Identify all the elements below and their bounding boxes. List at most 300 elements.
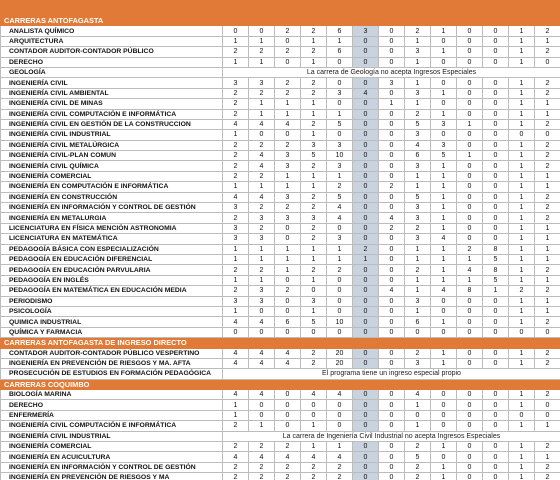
quota-cell: 2 — [275, 26, 301, 36]
row-note: La carrera de Geología no acepta Ingresos Especiales — [223, 67, 560, 77]
program-name: LICENCIATURA EN FÍSICA MENCIÓN ASTRONOMIA — [1, 223, 223, 233]
quota-cell: 0 — [379, 317, 405, 327]
quota-cell: 4 — [275, 358, 301, 368]
table-row — [1, 78, 560, 88]
quota-cell: 1 — [249, 421, 275, 431]
quota-cell: 0 — [431, 410, 457, 420]
quota-cell: 3 — [223, 203, 249, 213]
quota-cell: 5 — [301, 317, 327, 327]
program-name: ARQUITECTURA — [1, 36, 223, 46]
table-row — [1, 161, 560, 171]
quota-cell: 0 — [353, 78, 379, 88]
table-row — [1, 109, 560, 119]
quota-cell: 0 — [327, 296, 353, 306]
quota-cell: 3 — [327, 234, 353, 244]
quota-cell: 6 — [327, 26, 353, 36]
quota-cell: 0 — [379, 26, 405, 36]
quota-cell: 0 — [457, 390, 483, 400]
quota-cell: 2 — [301, 119, 327, 129]
quota-cell: 1 — [509, 203, 535, 213]
table-row — [1, 213, 560, 223]
quota-cell: 1 — [301, 421, 327, 431]
quota-cell: 4 — [249, 317, 275, 327]
quota-cell: 1 — [535, 275, 560, 285]
quota-cell: 0 — [275, 410, 301, 420]
table-row — [1, 358, 560, 368]
quota-cell: 3 — [249, 234, 275, 244]
quota-cell: 1 — [249, 182, 275, 192]
quota-cell: 1 — [301, 109, 327, 119]
quota-cell: 0 — [327, 223, 353, 233]
quota-cell: 0 — [379, 358, 405, 368]
section-title: CARRERAS COQUIMBO — [1, 379, 560, 389]
quota-cell: 2 — [535, 192, 560, 202]
quota-cell: 1 — [275, 99, 301, 109]
quota-cell: 8 — [483, 244, 509, 254]
quota-cell: 2 — [223, 473, 249, 480]
quota-cell: 1 — [509, 36, 535, 46]
quota-cell: 1 — [509, 400, 535, 410]
quota-cell: 1 — [301, 57, 327, 67]
quota-cell: 0 — [457, 140, 483, 150]
quota-cell: 1 — [509, 88, 535, 98]
quota-cell: 1 — [431, 171, 457, 181]
quota-cell: 0 — [327, 306, 353, 316]
quota-cell: 1 — [249, 254, 275, 264]
quota-cell: 0 — [483, 36, 509, 46]
quota-cell: 0 — [353, 213, 379, 223]
header-cell — [379, 1, 405, 16]
quota-cell: 0 — [457, 473, 483, 480]
quota-cell: 0 — [483, 119, 509, 129]
program-name: GEOLOGÍA — [1, 67, 223, 77]
quota-cell: 2 — [327, 473, 353, 480]
quota-cell: 0 — [535, 327, 560, 337]
program-name: CONTADOR AUDITOR-CONTADOR PÚBLICO VESPERTINO — [1, 348, 223, 358]
quota-cell: 0 — [483, 213, 509, 223]
quota-cell: 1 — [275, 109, 301, 119]
quota-cell: 0 — [249, 400, 275, 410]
quota-cell: 2 — [535, 265, 560, 275]
quota-cell: 2 — [405, 462, 431, 472]
quota-cell: 2 — [223, 213, 249, 223]
quota-cell: 2 — [275, 473, 301, 480]
quota-cell: 0 — [483, 182, 509, 192]
quota-cell: 3 — [327, 140, 353, 150]
quota-cell: 2 — [301, 348, 327, 358]
quota-cell: 1 — [223, 275, 249, 285]
quota-cell: 0 — [353, 171, 379, 181]
quota-cell: 1 — [431, 182, 457, 192]
quota-cell: 2 — [301, 161, 327, 171]
quota-cell: 0 — [535, 410, 560, 420]
quota-cell: 4 — [327, 213, 353, 223]
quota-cell: 0 — [483, 410, 509, 420]
quota-cell: 2 — [535, 462, 560, 472]
quota-cell: 4 — [249, 151, 275, 161]
quota-cell: 0 — [483, 306, 509, 316]
table-row — [1, 192, 560, 202]
quota-cell: 2 — [249, 203, 275, 213]
quota-cell: 0 — [483, 296, 509, 306]
quota-cell: 0 — [379, 400, 405, 410]
quota-cell: 2 — [535, 47, 560, 57]
quota-cell: 3 — [327, 161, 353, 171]
quota-cell: 0 — [483, 47, 509, 57]
quota-cell: 0 — [457, 358, 483, 368]
quota-cell: 1 — [509, 99, 535, 109]
quota-cell: 0 — [483, 358, 509, 368]
quota-cell: 1 — [509, 140, 535, 150]
quota-cell: 8 — [457, 286, 483, 296]
quota-cell: 2 — [275, 442, 301, 452]
quota-cell: 2 — [405, 348, 431, 358]
quota-cell: 2 — [249, 265, 275, 275]
program-name: ENFERMERÍA — [1, 410, 223, 420]
quota-cell: 0 — [457, 306, 483, 316]
program-name: INGENIERÍA EN INFORMACIÓN Y CONTROL DE GESTIÓN — [1, 462, 223, 472]
quota-cell: 0 — [379, 119, 405, 129]
quota-cell: 5 — [483, 275, 509, 285]
quota-cell: 2 — [301, 192, 327, 202]
quota-cell: 0 — [431, 306, 457, 316]
quota-cell: 1 — [509, 182, 535, 192]
quota-cell: 0 — [457, 452, 483, 462]
quota-cell: 8 — [483, 265, 509, 275]
quota-cell: 0 — [431, 130, 457, 140]
quota-cell: 0 — [327, 400, 353, 410]
header-cell — [249, 1, 275, 16]
quota-cell: 1 — [249, 275, 275, 285]
program-name: INGENIERÍA CIVIL QUÍMICA — [1, 161, 223, 171]
quota-cell: 6 — [405, 151, 431, 161]
table-row — [1, 203, 560, 213]
quota-cell: 3 — [301, 213, 327, 223]
quota-cell: 1 — [301, 99, 327, 109]
program-name: PEDAGOGÍA EN INGLÉS — [1, 275, 223, 285]
quota-cell: 0 — [353, 442, 379, 452]
quota-cell: 2 — [249, 88, 275, 98]
quota-cell: 2 — [223, 88, 249, 98]
program-name: INGENIERÍA CIVIL — [1, 78, 223, 88]
quota-cell: 1 — [431, 47, 457, 57]
quota-cell: 0 — [275, 306, 301, 316]
quota-cell: 0 — [327, 327, 353, 337]
quota-cell: 0 — [457, 47, 483, 57]
quota-cell: 0 — [483, 348, 509, 358]
quota-cell: 2 — [223, 442, 249, 452]
quota-cell: 2 — [301, 358, 327, 368]
quota-cell: 10 — [327, 151, 353, 161]
row-note: El programa tiene un ingreso especial propio — [223, 369, 560, 379]
quota-cell: 0 — [353, 192, 379, 202]
program-name: PEDAGOGÍA EN EDUCACIÓN PARVULARIA — [1, 265, 223, 275]
table-row — [1, 265, 560, 275]
quota-cell: 0 — [379, 171, 405, 181]
quota-cell: 0 — [457, 348, 483, 358]
quota-cell: 2 — [405, 223, 431, 233]
table-row — [1, 452, 560, 462]
quota-cell: 2 — [223, 462, 249, 472]
quota-cell: 1 — [509, 462, 535, 472]
quota-cell: 2 — [301, 462, 327, 472]
quota-cell: 2 — [535, 119, 560, 129]
program-name: INGENIERÍA EN COMPUTACIÓN E INFORMÁTICA — [1, 182, 223, 192]
quota-cell: 2 — [535, 26, 560, 36]
quota-cell: 0 — [457, 192, 483, 202]
quota-cell: 1 — [509, 442, 535, 452]
quota-cell: 1 — [327, 36, 353, 46]
quota-cell: 3 — [249, 286, 275, 296]
quota-cell: 20 — [327, 358, 353, 368]
quota-cell: 1 — [353, 254, 379, 264]
quota-cell: 5 — [301, 151, 327, 161]
quota-cell: 1 — [405, 306, 431, 316]
program-name: INGENIERÍA CIVIL METALÚRGICA — [1, 140, 223, 150]
quota-cell: 1 — [509, 265, 535, 275]
quota-cell: 0 — [509, 410, 535, 420]
program-name: INGENIERÍA CIVIL INDUSTRIAL — [1, 130, 223, 140]
program-name: PEDAGOGÍA EN MATEMÁTICA EN EDUCACIÓN MEDIA — [1, 286, 223, 296]
quota-cell: 0 — [483, 452, 509, 462]
program-name: INGENIERÍA CIVIL EN GESTIÓN DE LA CONSTRUCCION — [1, 119, 223, 129]
quota-cell: 1 — [509, 317, 535, 327]
quota-cell: 1 — [223, 410, 249, 420]
table-row — [1, 47, 560, 57]
quota-cell: 1 — [535, 182, 560, 192]
quota-cell: 1 — [509, 306, 535, 316]
quota-cell: 2 — [535, 286, 560, 296]
quota-cell: 0 — [457, 26, 483, 36]
quota-cell: 1 — [301, 171, 327, 181]
program-name: INGENIERÍA CIVIL COMPUTACIÓN E INFORMÁTICA — [1, 421, 223, 431]
quota-cell: 2 — [535, 213, 560, 223]
table-row — [1, 431, 560, 441]
quota-cell: 1 — [431, 275, 457, 285]
quota-cell: 5 — [483, 254, 509, 264]
table-row — [1, 223, 560, 233]
quota-cell: 3 — [275, 192, 301, 202]
quota-cell: 10 — [327, 317, 353, 327]
quota-cell: 1 — [405, 99, 431, 109]
quota-cell: 3 — [405, 161, 431, 171]
quota-cell: 1 — [509, 192, 535, 202]
quota-cell: 4 — [223, 452, 249, 462]
quota-cell: 1 — [431, 203, 457, 213]
quota-cell: 0 — [431, 400, 457, 410]
quota-cell: 0 — [431, 57, 457, 67]
quota-cell: 0 — [353, 286, 379, 296]
quota-cell: 0 — [483, 192, 509, 202]
quota-cell: 2 — [249, 442, 275, 452]
quota-cell: 0 — [457, 88, 483, 98]
quota-cell: 2 — [379, 223, 405, 233]
quota-cell: 0 — [379, 473, 405, 480]
quota-cell: 0 — [483, 400, 509, 410]
quota-cell: 0 — [379, 151, 405, 161]
quota-cell: 0 — [535, 130, 560, 140]
quota-cell: 2 — [301, 78, 327, 88]
quota-cell: 1 — [535, 99, 560, 109]
quota-cell: 1 — [249, 99, 275, 109]
quota-cell: 0 — [431, 421, 457, 431]
quota-cell: 1 — [327, 171, 353, 181]
quota-cell: 0 — [457, 171, 483, 181]
program-name: PERIODISMO — [1, 296, 223, 306]
quota-cell: 2 — [405, 109, 431, 119]
quota-cell: 1 — [405, 57, 431, 67]
quota-cell: 0 — [457, 400, 483, 410]
row-note: La carrera de Ingeniería Civil Industrial no acepta Ingresos Especiales — [223, 431, 560, 441]
quota-cell: 1 — [275, 171, 301, 181]
quota-cell: 2 — [223, 286, 249, 296]
table-row — [1, 99, 560, 109]
quota-cell: 5 — [431, 151, 457, 161]
quota-cell: 2 — [457, 244, 483, 254]
quota-cell: 1 — [535, 36, 560, 46]
quota-cell: 1 — [431, 244, 457, 254]
quota-cell: 1 — [509, 390, 535, 400]
quota-cell: 0 — [353, 358, 379, 368]
quota-cell: 0 — [353, 119, 379, 129]
quota-cell: 3 — [275, 213, 301, 223]
quota-cell: 3 — [353, 26, 379, 36]
quota-cell: 0 — [379, 452, 405, 462]
quota-cell: 0 — [275, 327, 301, 337]
quota-cell: 0 — [249, 130, 275, 140]
quota-cell: 0 — [379, 442, 405, 452]
quota-cell: 1 — [457, 275, 483, 285]
quota-cell: 0 — [353, 410, 379, 420]
quota-cell: 4 — [457, 265, 483, 275]
quota-cell: 1 — [379, 99, 405, 109]
quota-cell: 2 — [535, 442, 560, 452]
quota-cell: 2 — [535, 140, 560, 150]
quota-cell: 1 — [405, 171, 431, 181]
quota-cell: 2 — [509, 286, 535, 296]
quota-cell: 1 — [509, 452, 535, 462]
table-row — [1, 369, 560, 379]
quota-cell: 0 — [457, 99, 483, 109]
quota-cell: 0 — [379, 192, 405, 202]
quota-cell: 4 — [275, 119, 301, 129]
quota-cell: 0 — [483, 99, 509, 109]
quota-cell: 0 — [457, 130, 483, 140]
quota-cell: 2 — [223, 109, 249, 119]
table-row — [1, 348, 560, 358]
quota-cell: 2 — [301, 473, 327, 480]
quota-cell: 2 — [327, 182, 353, 192]
table-row — [1, 254, 560, 264]
quota-cell: 0 — [379, 254, 405, 264]
quota-cell: 2 — [535, 358, 560, 368]
quota-cell: 0 — [457, 203, 483, 213]
header-cell — [405, 1, 431, 16]
quota-cell: 0 — [275, 57, 301, 67]
quota-cell: 1 — [301, 130, 327, 140]
table-row — [1, 410, 560, 420]
quota-cell: 0 — [379, 36, 405, 46]
quota-cell: 2 — [301, 203, 327, 213]
section-header — [1, 379, 560, 389]
quota-cell: 1 — [223, 130, 249, 140]
quota-cell: 0 — [327, 275, 353, 285]
quota-cell: 3 — [301, 296, 327, 306]
program-name: QUIMICA INDUSTRIAL — [1, 317, 223, 327]
quota-cell: 2 — [249, 140, 275, 150]
quota-cell: 6 — [327, 47, 353, 57]
quota-cell: 0 — [379, 296, 405, 306]
quota-cell: 0 — [379, 244, 405, 254]
quota-cell: 0 — [457, 410, 483, 420]
quota-cell: 1 — [405, 275, 431, 285]
quota-cell: 0 — [353, 140, 379, 150]
quota-cell: 0 — [249, 410, 275, 420]
quota-cell: 0 — [483, 161, 509, 171]
quota-cell: 0 — [483, 327, 509, 337]
quota-cell: 1 — [249, 244, 275, 254]
quota-cell: 3 — [275, 151, 301, 161]
quota-cell: 0 — [275, 421, 301, 431]
quota-cell: 1 — [405, 244, 431, 254]
quota-cell: 0 — [249, 306, 275, 316]
section-title: CARRERAS ANTOFAGASTA — [1, 16, 560, 26]
quota-cell: 0 — [457, 57, 483, 67]
table-row — [1, 317, 560, 327]
quota-cell: 0 — [327, 99, 353, 109]
quota-cell: 1 — [509, 171, 535, 181]
quota-cell: 2 — [223, 421, 249, 431]
quota-cell: 4 — [301, 452, 327, 462]
quota-cell: 0 — [301, 410, 327, 420]
quota-cell: 1 — [509, 234, 535, 244]
program-name: PEDAGOGÍA BÁSICA CON ESPECIALIZACIÓN — [1, 244, 223, 254]
quota-cell: 1 — [301, 36, 327, 46]
quota-cell: 0 — [353, 234, 379, 244]
quota-cell: 4 — [223, 348, 249, 358]
quota-cell: 1 — [301, 244, 327, 254]
quota-cell: 3 — [249, 78, 275, 88]
quota-cell: 0 — [483, 57, 509, 67]
quota-cell: 0 — [275, 234, 301, 244]
quota-cell: 0 — [353, 275, 379, 285]
quota-cell: 3 — [431, 119, 457, 129]
quota-cell: 1 — [431, 462, 457, 472]
quota-cell: 1 — [509, 47, 535, 57]
quota-cell: 2 — [405, 26, 431, 36]
program-name: CONTADOR AUDITOR-CONTADOR PÚBLICO — [1, 47, 223, 57]
table-row — [1, 462, 560, 472]
program-name: DERECHO — [1, 400, 223, 410]
quota-cell: 4 — [223, 390, 249, 400]
quota-cell: 1 — [405, 78, 431, 88]
quota-cell: 0 — [535, 400, 560, 410]
quota-cell: 1 — [405, 286, 431, 296]
quota-cell: 0 — [431, 36, 457, 46]
quota-cell: 2 — [301, 265, 327, 275]
quota-cell: 3 — [405, 88, 431, 98]
quota-cell: 0 — [457, 78, 483, 88]
quota-cell: 0 — [353, 130, 379, 140]
table-row — [1, 400, 560, 410]
table-row — [1, 57, 560, 67]
quota-cell: 1 — [327, 442, 353, 452]
quota-cell: 2 — [223, 99, 249, 109]
quota-cell: 2 — [353, 244, 379, 254]
program-name: INGENIERÍA COMERCIAL — [1, 442, 223, 452]
quota-cell: 0 — [483, 421, 509, 431]
header-cell — [509, 1, 535, 16]
